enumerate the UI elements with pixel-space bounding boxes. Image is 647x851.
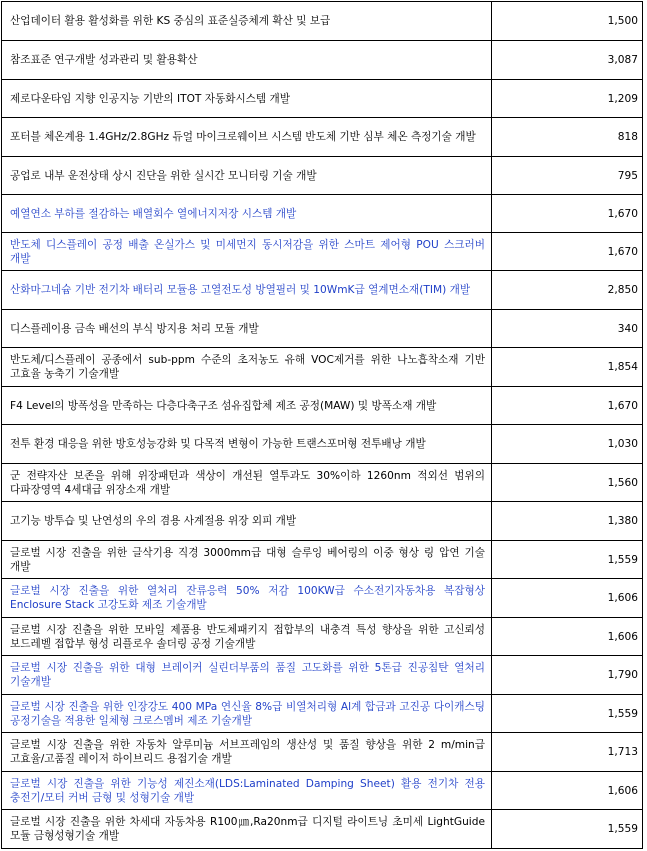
project-title: 산업데이터 활용 활성화를 위한 KS 중심의 표준실증체계 확산 및 보급 [2, 2, 492, 41]
project-amount: 1,606 [492, 618, 643, 656]
project-amount: 1,606 [492, 579, 643, 618]
project-title: 디스플레이용 금속 배선의 부식 방지용 처리 모듈 개발 [2, 310, 492, 348]
table-row [2, 656, 643, 695]
project-amount: 340 [492, 310, 643, 348]
table-row [2, 695, 643, 733]
table-row [2, 310, 643, 348]
project-title: 공업로 내부 운전상태 상시 진단을 위한 실시간 모니터링 기술 개발 [2, 157, 492, 195]
table-row [2, 502, 643, 541]
project-amount: 818 [492, 118, 643, 157]
project-amount: 1,670 [492, 233, 643, 271]
project-amount: 1,606 [492, 772, 643, 810]
table-row [2, 579, 643, 618]
project-title: 글로벌 시장 진출을 위한 기능성 제진소재(LDS:Laminated Damping Sheet) 활용 전기차 전용 충전기/모터 커버 금형 및 성형기술 개발 [2, 772, 492, 810]
project-amount: 1,209 [492, 80, 643, 118]
project-amount: 1,670 [492, 387, 643, 425]
project-title: 반도체 디스플레이 공정 배출 온실가스 및 미세먼지 동시저감을 위한 스마트 제어형 POU 스크러버 개발 [2, 233, 492, 271]
project-amount: 1,559 [492, 695, 643, 733]
project-title: 예열연소 부하를 절감하는 배열회수 열에너지저장 시스템 개발 [2, 195, 492, 233]
project-title: 글로벌 시장 진출을 위한 모바일 제품용 반도체패키지 접합부의 내충격 특성 향상을 위한 고신뢰성 보드레벨 접합부 형성 리플로우 솔더링 공정 기술개발 [2, 618, 492, 656]
table-row [2, 157, 643, 195]
table-row [2, 733, 643, 772]
project-title: 글로벌 시장 진출을 위한 대형 브레이커 실린더부품의 품질 고도화를 위한 5톤급 진공침탄 열처리 기술개발 [2, 656, 492, 695]
table-row [2, 425, 643, 464]
project-title: 글로벌 시장 진출을 위한 자동차 알루미늄 서브프레임의 생산성 및 품질 향상을 위한 2 m/min급 고효율/고품질 레이저 하이브리드 용접기술 개발 [2, 733, 492, 772]
table-row [2, 618, 643, 656]
project-title: 포터블 체온계용 1.4GHz/2.8GHz 듀얼 마이크로웨이브 시스템 반도체 기반 심부 체온 측정기술 개발 [2, 118, 492, 157]
project-title: 글로벌 시장 진출을 위한 글삭기용 직경 3000mm급 대형 슬루잉 베어링의 이중 형상 링 압연 기술 개발 [2, 541, 492, 579]
project-amount: 795 [492, 157, 643, 195]
project-title: 글로벌 시장 진출을 위한 열처리 잔류응력 50% 저감 100KW급 수소전기자동차용 복잡형상 Enclosure Stack 고강도화 제조 기술개발 [2, 579, 492, 618]
table-row [2, 271, 643, 310]
project-amount: 2,850 [492, 271, 643, 310]
project-title: 반도체/디스플레이 공종에서 sub-ppm 수준의 초저농도 유해 VOC제거를 위한 나노흡착소재 기반 고효율 농축기 기술개발 [2, 348, 492, 387]
project-title: 산화마그네슘 기반 전기차 배터리 모듈용 고열전도성 방열필러 및 10WmK급 열계면소재(TIM) 개발 [2, 271, 492, 310]
project-amount: 1,030 [492, 425, 643, 464]
table-row [2, 195, 643, 233]
project-amount: 1,380 [492, 502, 643, 541]
table-row [2, 772, 643, 810]
project-amount: 1,559 [492, 541, 643, 579]
table-row [2, 387, 643, 425]
table-row [2, 464, 643, 502]
project-title: 전투 환경 대응을 위한 방호성능강화 및 다목적 변형이 가능한 트랜스포머형 전투배낭 개발 [2, 425, 492, 464]
project-title: 글로벌 시장 진출을 위한 차세대 자동차용 R100㎛,Ra20nm급 디지털 라이트닝 초미세 LightGuide 모듈 금형성형기술 개발 [2, 810, 492, 849]
project-title: F4 Level의 방폭성을 만족하는 다층다축구조 섬유집합체 제조 공정(MAW) 및 방폭소재 개발 [2, 387, 492, 425]
project-amount: 1,500 [492, 2, 643, 41]
table-row [2, 80, 643, 118]
table-row [2, 810, 643, 849]
project-rows [2, 2, 643, 849]
project-title: 글로벌 시장 진출을 위한 인장강도 400 MPa 연신율 8%급 비열처리형 Al계 합금과 고진공 다이캐스팅 공정기술을 적용한 일체형 크로스멤버 제조 기술개발 [2, 695, 492, 733]
table-row [2, 348, 643, 387]
project-title: 참조표준 연구개발 성과관리 및 활용확산 [2, 41, 492, 80]
table-row [2, 41, 643, 80]
project-amount: 1,560 [492, 464, 643, 502]
project-amount: 1,713 [492, 733, 643, 772]
table-row [2, 541, 643, 579]
table-row [2, 233, 643, 271]
project-title: 군 전략자산 보존을 위해 위장패턴과 색상이 개선된 열투과도 30%이하 1260nm 적외선 범위의 다파장영역 4세대급 위장소재 개발 [2, 464, 492, 502]
project-amount: 1,854 [492, 348, 643, 387]
table-row [2, 118, 643, 157]
project-title: 고기능 방투습 및 난연성의 우의 겸용 사계절용 위장 외피 개발 [2, 502, 492, 541]
project-amount: 1,559 [492, 810, 643, 849]
table-row [2, 2, 643, 41]
project-amount: 1,790 [492, 656, 643, 695]
project-amount: 1,670 [492, 195, 643, 233]
project-title: 제로다운타임 지향 인공지능 기반의 ITOT 자동화시스템 개발 [2, 80, 492, 118]
project-table [1, 1, 643, 849]
project-amount: 3,087 [492, 41, 643, 80]
